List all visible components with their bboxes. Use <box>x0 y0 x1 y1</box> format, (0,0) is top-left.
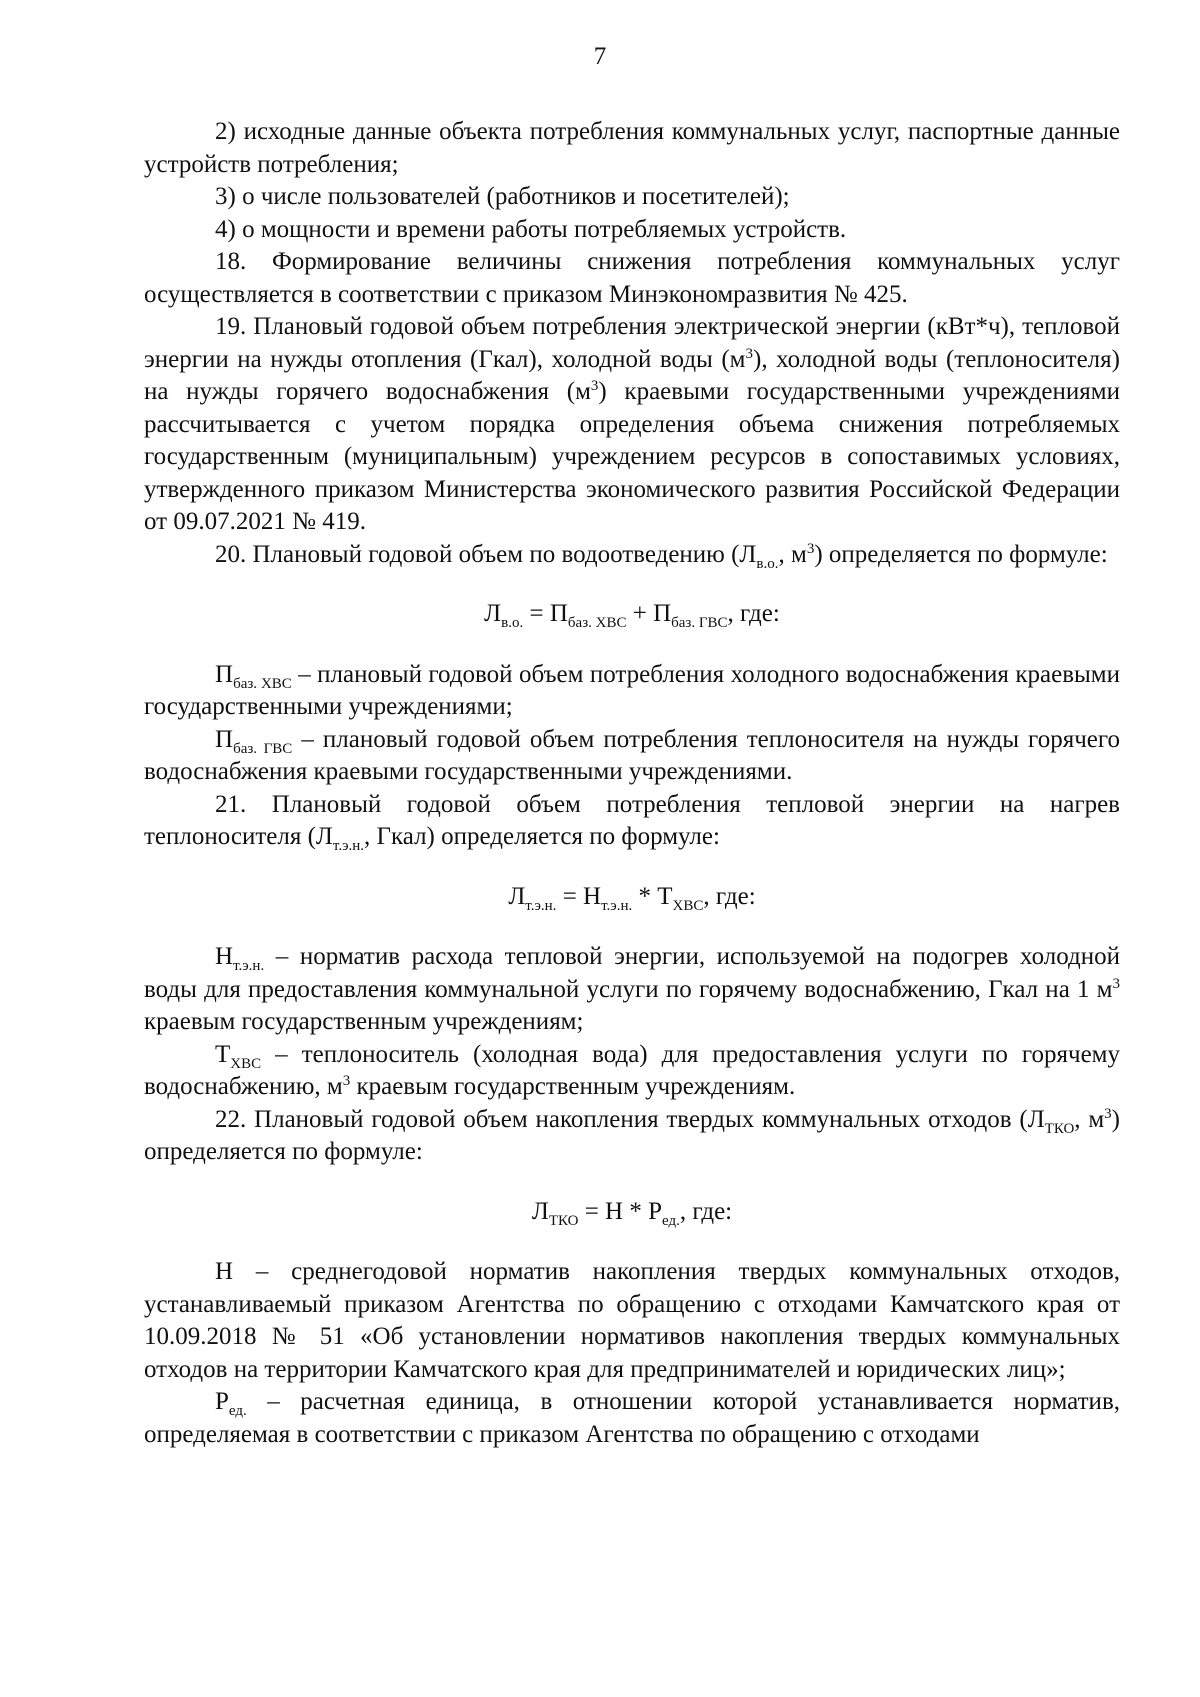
paragraph-19: 19. Плановый годовой объем потребления электрической энергии (кВт*ч), тепловой энергии на нужды отопления (Гкал), холодной воды $(м^3)$, холодной воды (теплоносителя) на нужды горячего водоснабжения $(м^3)$ краевыми государственными учреждениями рассчитывается с учетом порядка определения объема снижения потребляемых государственным (муниципальным) учреждением ресурсов в сопоставимых условиях, утвержденного приказом Министерства экономического развития Российской Федерации от 09.07.2021 № 419. <box>144 313 1120 535</box>
formula-solid-waste: $Л_{ТКО} = Н * Р_{ед.}$, где: <box>531 1197 733 1229</box>
paragraph: 3) о числе пользователей (работников и посетителей); <box>215 183 790 210</box>
definition-n-ten: $Н_{т.э.н.}$ – норматив расхода тепловой энергии, используемой на подогрев холодной воды для предоставления коммунальной услуги по горячему водоснабжению, Гкал на 1 $м^3$ краевым государственным учреждениям; <box>144 943 1120 1035</box>
definition-n: Н – среднегодовой норматив накопления твердых коммунальных отходов, устанавливаемый приказом Агентства по обращению с отходами Камчатского края от 10.09.2018 № 51 «Об установлении нормативов накопления твердых коммунальных отходов на территории Камчатского края для предпринимателей и юридических лиц»; <box>144 1258 1120 1383</box>
definition-r-ed: $Р_{ед.}$ – расчетная единица, в отношении которой устанавливается норматив, определяемая в соответствии с приказом Агентства по обращению с отходами <box>144 1388 1120 1448</box>
definition-p-gvs: $П_{баз. ГВС}$ – плановый годовой объем потребления теплоносителя на нужды горячего водоснабжения краевыми государственными учреждениями. <box>144 725 1120 785</box>
formula-heat-energy: $Л_{т.э.н.} = Н_{т.э.н.} * Т_{ХВС}$, где: <box>508 882 756 914</box>
paragraph: 2) исходные данные объекта потребления коммунальных услуг, паспортные данные устройств потребления; <box>144 118 1120 178</box>
paragraph-21: 21. Плановый годовой объем потребления тепловой энергии на нагрев теплоносителя ($Л_{т.э.н.}$, Гкал) определяется по формуле: <box>144 790 1120 854</box>
definition-p-hvs: $П_{баз. ХВС}$ – плановый годовой объем потребления холодного водоснабжения краевыми государственными учреждениями; <box>144 660 1121 720</box>
document-body <box>144 116 1120 1451</box>
formula-water-disposal: $Л_{в.о.} = П_{баз. ХВС} + П_{баз. ГВС}$, где: <box>484 600 780 631</box>
paragraph: 4) о мощности и времени работы потребляемых устройств. <box>215 215 847 243</box>
paragraph: 18. Формирование величины снижения потребления коммунальных услуг осуществляется в соответствии с приказом Минэкономразвития № 425. <box>144 248 1120 308</box>
definition-t-xvc: $Т_{ХВС}$ – теплоноситель (холодная вода) для предоставления услуги по горячему водоснабжению, $м^3$ краевым государственным учреждениям. <box>144 1040 1120 1100</box>
paragraph-20: 20. Плановый годовой объем по водоотведению ($Л_{в.о.}$, $м^3$) определяется по формуле: <box>215 540 1108 572</box>
paragraph-22: 22. Плановый годовой объем накопления твердых коммунальных отходов ($Л_{ТКО}$, $м^3$) определяется по формуле: <box>144 1105 1120 1165</box>
page-number: 7 <box>593 43 607 70</box>
